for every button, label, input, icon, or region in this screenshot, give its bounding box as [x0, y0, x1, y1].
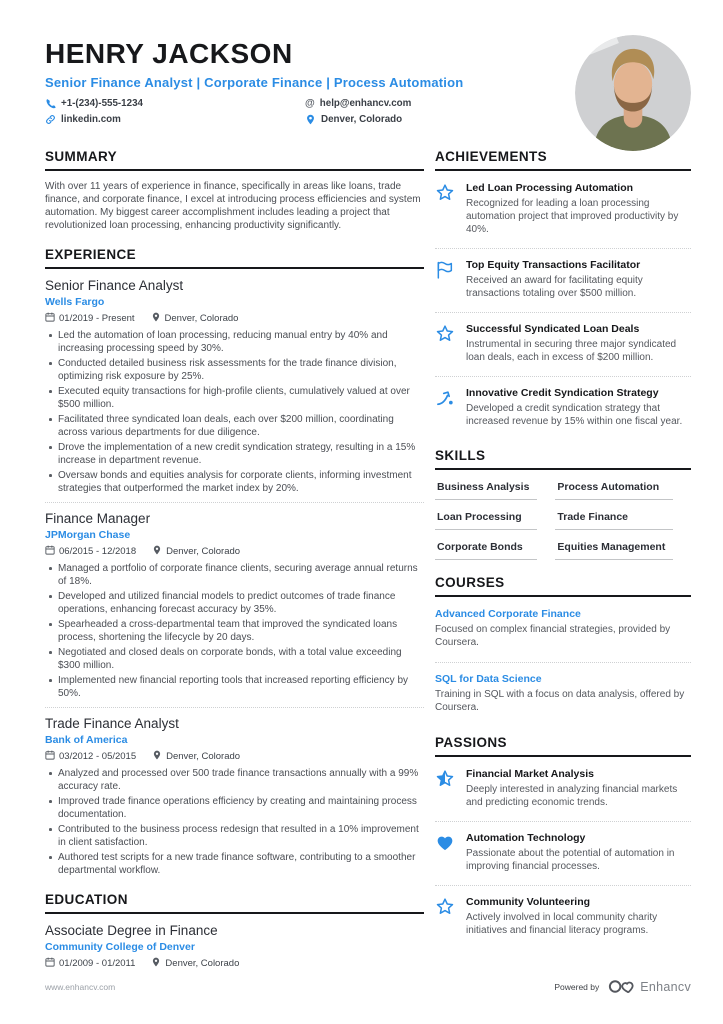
bullet: Analyzed and processed over 500 trade finance transactions annually with a 99% accuracy rate. — [45, 767, 424, 793]
passion-text — [466, 896, 691, 937]
achievement-description: Developed a credit syndication strategy that increased revenue by 15% within one fiscal year. — [466, 403, 683, 427]
entry-divider — [435, 312, 691, 313]
flag-icon — [435, 259, 456, 300]
bullet: Spearheaded a cross-departmental team that improved the syndicated loans process, shortening the lifecycle by 20 days. — [45, 618, 424, 644]
job-title: Senior Finance Analyst — [45, 278, 184, 293]
bullet: Contributed to the business process redesign that resulted in a 10% improvement in client satisfaction. — [45, 823, 424, 849]
degree-title: Associate Degree in Finance — [45, 923, 218, 938]
bullet: Oversaw bonds and equities analysis for corporate clients, informing investment strategies that outperformed the market index by 20%. — [45, 469, 424, 495]
passion-description: Deeply interested in analyzing financial markets and predicting economic trends. — [466, 784, 678, 808]
avatar-illustration — [575, 35, 691, 151]
star-icon — [435, 896, 456, 937]
education-section — [45, 892, 424, 970]
course-title: SQL for Data Science — [435, 673, 542, 685]
pin-icon — [151, 312, 161, 325]
calendar-icon — [45, 750, 55, 763]
experience-heading: EXPERIENCE — [45, 247, 424, 269]
achievement-title: Innovative Credit Syndication Strategy — [466, 387, 659, 399]
passion-description: Actively involved in local community charity initiatives and financial literacy programs. — [466, 912, 658, 936]
job-meta — [45, 545, 424, 558]
skill-item: Loan Processing — [435, 511, 537, 530]
header — [45, 38, 691, 125]
date-range — [45, 750, 136, 763]
phone-contact[interactable] — [45, 98, 305, 109]
achievement-title: Top Equity Transactions Facilitator — [466, 259, 641, 271]
courses-section — [435, 575, 691, 720]
link-icon — [45, 114, 56, 125]
job-meta — [45, 312, 424, 325]
passion-title: Financial Market Analysis — [466, 768, 594, 780]
courses-heading: COURSES — [435, 575, 691, 597]
star-icon — [435, 182, 456, 236]
company-name: Wells Fargo — [45, 296, 105, 308]
achievement-item — [435, 257, 691, 305]
bullet: Executed equity transactions for high-profile clients, cumulatively valued at over $500 million. — [45, 385, 424, 411]
location-text: Denver, Colorado — [166, 546, 241, 557]
skill-item: Equities Management — [555, 541, 673, 560]
achievement-text — [466, 323, 691, 364]
bullet: Improved trade finance operations efficiency by creating and maintaining process documentation. — [45, 795, 424, 821]
date-range — [45, 957, 135, 970]
education-meta — [45, 957, 424, 970]
date-range — [45, 312, 135, 325]
achievement-description: Recognized for leading a loan processing automation project that improved productivity by 40%. — [466, 198, 679, 235]
entry-divider — [45, 707, 424, 708]
achievement-text — [466, 387, 691, 428]
calendar-icon — [45, 312, 55, 325]
date-text: 06/2015 - 12/2018 — [59, 546, 137, 557]
footer-url[interactable]: www.enhancv.com — [45, 981, 116, 992]
left-column — [45, 149, 424, 985]
bullet: Developed and utilized financial models to predict outcomes of trade finance operations, enhancing forecast accuracy by 35%. — [45, 590, 424, 616]
bullet: Implemented new financial reporting tools that increased reporting efficiency by 50%. — [45, 674, 424, 700]
skill-item: Corporate Bonds — [435, 541, 537, 560]
passion-text — [466, 768, 691, 809]
passion-item — [435, 830, 691, 878]
achievements-heading: ACHIEVEMENTS — [435, 149, 691, 171]
right-column — [435, 149, 691, 985]
trending-icon — [435, 387, 456, 428]
date-text: 01/2019 - Present — [59, 313, 135, 324]
passion-item — [435, 894, 691, 942]
job-title: Finance Manager — [45, 511, 151, 526]
passion-description: Passionate about the potential of automation in improving financial processes. — [466, 848, 675, 872]
skill-item: Business Analysis — [435, 481, 537, 500]
education-location — [151, 957, 239, 970]
skills-list — [435, 479, 691, 560]
achievements-section — [435, 149, 691, 433]
entry-divider — [435, 821, 691, 822]
pin-icon — [152, 750, 162, 763]
entry-divider — [435, 885, 691, 886]
person-name: HENRY JACKSON — [45, 38, 293, 69]
course-item — [435, 671, 691, 720]
achievement-description: Received an award for facilitating equity transactions totaling over $500 million. — [466, 275, 643, 299]
course-title: Advanced Corporate Finance — [435, 608, 581, 620]
job-title: Trade Finance Analyst — [45, 716, 179, 731]
company-name: JPMorgan Chase — [45, 529, 131, 541]
date-range — [45, 545, 136, 558]
location-pin-icon — [305, 114, 316, 125]
half-star-icon — [435, 768, 456, 809]
job-location — [152, 545, 240, 558]
star-icon — [435, 323, 456, 364]
job-location — [151, 312, 239, 325]
heart-icon — [435, 832, 456, 873]
course-item — [435, 606, 691, 655]
experience-entry — [45, 511, 424, 700]
bullet: Conducted detailed business risk assessments for the trade finance division, optimizing risk exposure by 25%. — [45, 357, 424, 383]
achievement-text — [466, 259, 691, 300]
skills-heading: SKILLS — [435, 448, 691, 470]
course-description: Focused on complex financial strategies, provided by Coursera. — [435, 624, 671, 648]
contact-info — [45, 98, 551, 125]
achievement-title: Successful Syndicated Loan Deals — [466, 323, 640, 335]
content-columns — [45, 149, 691, 985]
job-bullets — [45, 562, 424, 700]
date-text: 03/2012 - 05/2015 — [59, 751, 137, 762]
pin-icon — [151, 957, 161, 970]
location-text: Denver, Colorado — [164, 313, 239, 324]
bullet: Facilitated three syndicated loan deals, each over $200 million, coordinating across various departments for due diligence. — [45, 413, 424, 439]
entry-divider — [435, 248, 691, 249]
job-bullets — [45, 767, 424, 877]
phone-number: +1-(234)-555-1234 — [61, 98, 143, 109]
achievement-text — [466, 182, 691, 236]
location-contact — [305, 114, 551, 125]
email-address: help@enhancv.com — [319, 98, 412, 109]
entry-divider — [45, 502, 424, 503]
enhancv-logo-icon — [608, 979, 635, 994]
achievement-description: Instrumental in securing three major syndicated loan deals, each in excess of $200 million. — [466, 339, 677, 363]
location-text: Denver, Colorado — [166, 751, 241, 762]
passions-section — [435, 735, 691, 942]
pin-icon — [152, 545, 162, 558]
passion-text — [466, 832, 691, 873]
achievement-item — [435, 180, 691, 241]
calendar-icon — [45, 545, 55, 558]
bullet: Managed a portfolio of corporate finance clients, securing average annual returns of 18%. — [45, 562, 424, 588]
page-footer — [45, 979, 691, 994]
summary-section — [45, 149, 424, 232]
achievement-item — [435, 385, 691, 433]
experience-entry — [45, 716, 424, 877]
enhancv-logo[interactable] — [608, 979, 691, 994]
phone-icon — [45, 98, 56, 109]
experience-section — [45, 247, 424, 877]
passion-title: Community Volunteering — [466, 896, 591, 908]
date-text: 01/2009 - 01/2011 — [59, 958, 136, 969]
course-description: Training in SQL with a focus on data analysis, offered by Coursera. — [435, 689, 685, 713]
calendar-icon — [45, 957, 55, 970]
at-icon: @ — [305, 97, 315, 109]
experience-entry — [45, 278, 424, 495]
linkedin-contact[interactable] — [45, 114, 305, 125]
summary-heading: SUMMARY — [45, 149, 424, 171]
skill-item: Trade Finance — [555, 511, 673, 530]
location-text: Denver, Colorado — [165, 958, 240, 969]
profile-photo — [575, 35, 691, 151]
linkedin-url: linkedin.com — [61, 114, 121, 125]
passion-title: Automation Technology — [466, 832, 586, 844]
bullet: Authored test scripts for a new trade finance software, contributing to a smoother departmental workflow. — [45, 851, 424, 877]
skill-item: Process Automation — [555, 481, 673, 500]
achievement-title: Led Loan Processing Automation — [466, 182, 634, 194]
achievement-item — [435, 321, 691, 369]
passion-item — [435, 766, 691, 814]
bullet: Led the automation of loan processing, reducing manual entry by 40% and increasing processing speed by 30%. — [45, 329, 424, 355]
education-heading: EDUCATION — [45, 892, 424, 914]
passions-heading: PASSIONS — [435, 735, 691, 757]
headline: Senior Finance Analyst | Corporate Finance | Process Automation — [45, 75, 464, 90]
job-bullets — [45, 329, 424, 495]
school-name: Community College of Denver — [45, 941, 195, 953]
email-contact[interactable] — [305, 98, 551, 109]
company-name: Bank of America — [45, 734, 128, 746]
bullet: Drove the implementation of a new credit syndication strategy, resulting in a 15% increase in department revenue. — [45, 441, 424, 467]
job-location — [152, 750, 240, 763]
skills-section — [435, 448, 691, 560]
job-meta — [45, 750, 424, 763]
bullet: Negotiated and closed deals on corporate bonds, with a total value exceeding $300 million. — [45, 646, 424, 672]
location-text: Denver, Colorado — [321, 114, 403, 125]
footer-branding — [554, 979, 691, 994]
enhancv-brand-text: Enhancv — [640, 979, 691, 994]
entry-divider — [435, 376, 691, 377]
summary-text: With over 11 years of experience in finance, specifically in areas like loans, trade finance, and corporate finance, I excel at introducing process efficiencies and system automation. My biggest career accomplishment includes leading a project that revolutionized loan processing, enhancing productivity significantly. — [45, 181, 421, 231]
entry-divider — [435, 662, 691, 663]
powered-by-label: Powered by — [554, 981, 600, 992]
